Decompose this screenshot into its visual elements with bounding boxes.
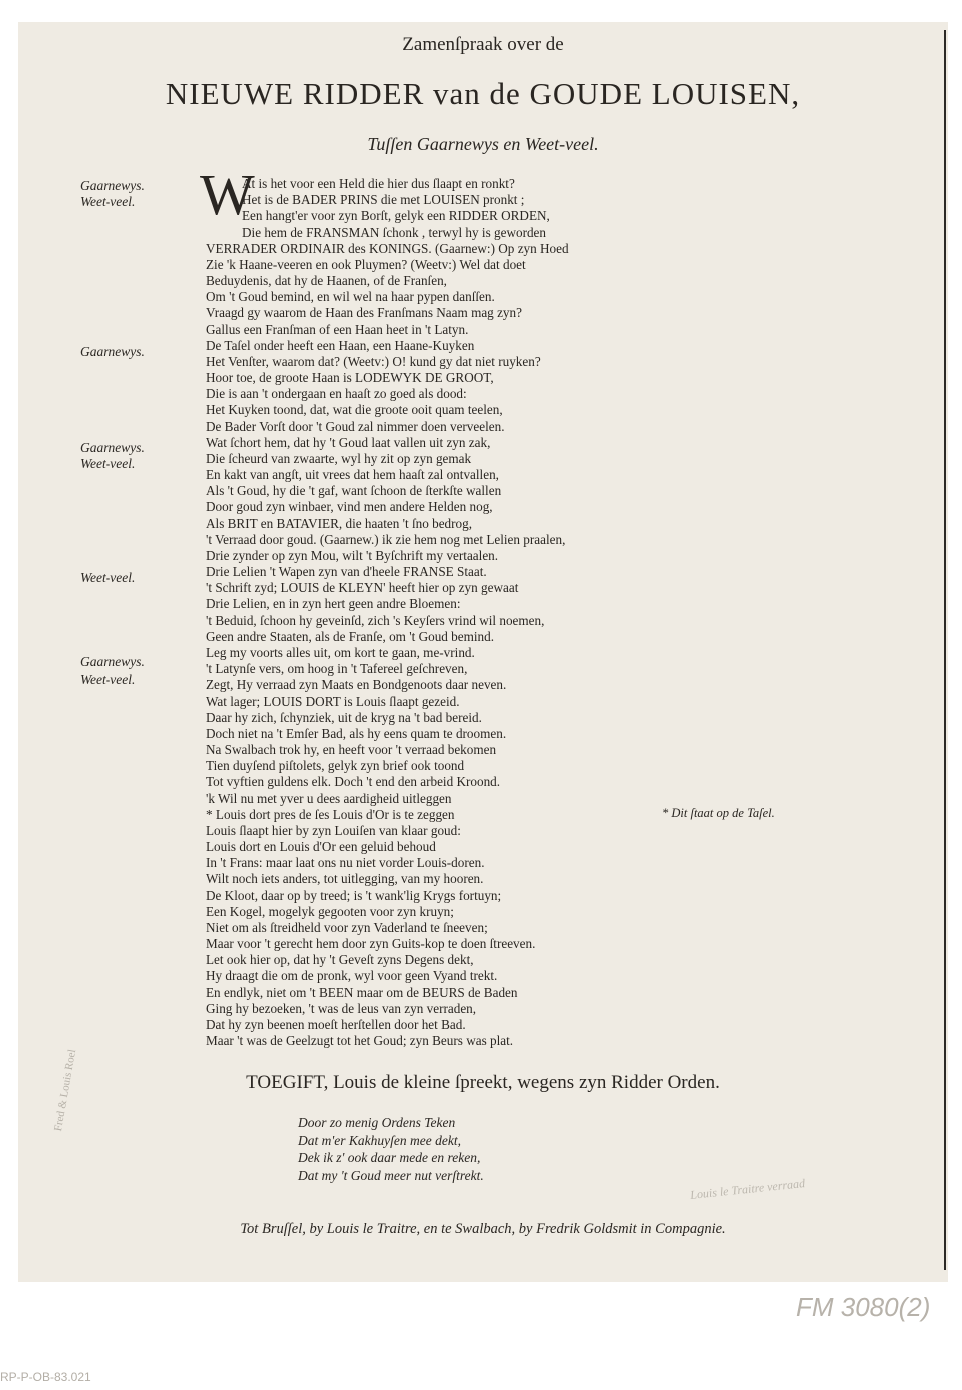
speaker-label: Gaarnewys.	[80, 654, 145, 669]
speaker-label: Gaarnewys.	[80, 344, 145, 359]
poem-line: Beduydenis, dat hy de Haanen, of de Franſen,	[206, 273, 447, 289]
poem-line: Na Swalbach trok hy, en heeft voor 't verraad bekomen	[206, 742, 497, 758]
poem-line: Een hangt'er voor zyn Borſt, gelyk een RIDDER ORDEN,	[242, 208, 550, 224]
inventory-number: FM 3080(2)	[796, 1292, 931, 1322]
poem-line: Maar voor 't gerecht hem door zyn Guits-kop te doen ſtreeven.	[206, 936, 536, 952]
poem-line: De Taſel onder heeft een Haan, een Haane-Kuyken	[206, 337, 475, 353]
poem-line: Die hem de FRANSMAN ſchonk , terwyl hy is geworden	[242, 224, 547, 240]
poem-line: Wat ſchort hem, dat hy 't Goud laat vallen uit zyn zak,	[206, 434, 491, 450]
pencil-note-left: Fred & Louis Roel	[52, 1048, 79, 1133]
poem-text	[206, 176, 826, 1049]
poem-line: Door goud zyn winbaer, vind men andere Helden nog,	[206, 499, 493, 515]
poem-line: At is het voor een Held die hier dus ſlaapt en ronkt?	[242, 176, 515, 191]
poem-line: Louis ſlaapt hier by zyn Louiſen van klaar goud:	[206, 822, 461, 838]
poem-line: Het Venſter, waarom dat? (Weetv:) O! kund gy dat niet ruyken?	[206, 353, 541, 369]
poem-line: Daar hy zich, ſchynziek, uit de kryg na 't bad bereid.	[206, 709, 482, 725]
poem-line: Het Kuyken toond, dat, wat die groote ooit quam teelen,	[206, 402, 503, 418]
poem-line: 't Verraad door goud. (Gaarnew.) ik zie hem nog met Lelien praalen,	[206, 531, 566, 547]
poem-line: Louis dort en Louis d'Or een geluid behoud	[206, 839, 436, 855]
poem-line: Wilt noch iets anders, tot uitlegging, van my hooren.	[206, 871, 484, 887]
poem-line: 't Beduid, ſchoon hy geveinſd, zich 's Keyſers vrind wil noemen,	[206, 612, 545, 628]
poem-line: Drie zynder op zyn Mou, wilt 't Byſchrift my vertaalen.	[206, 547, 499, 563]
poem-line: Die ſcheurd van zwaarte, wyl hy zit op zyn gemak	[206, 450, 472, 466]
poem-line: Tot vyftien guldens elk. Doch 't end den arbeid Kroond.	[206, 774, 501, 790]
header-line-1: Zamenſpraak over de	[402, 34, 564, 55]
poem-line: De Kloot, daar op by treed; is 't wank'lig Krygs fortuyn;	[206, 887, 502, 903]
speaker-label: Gaarnewys.	[80, 178, 145, 193]
poem-line: Vraagd gy waarom de Haan des Franſmans Naam mag zyn?	[206, 305, 522, 321]
poem-line: VERRADER ORDINAIR des KONINGS. (Gaarnew:) Op zyn Hoed	[206, 240, 569, 256]
poem-line: En endlyk, niet om 't BEEN maar om de BEURS de Baden	[206, 984, 518, 1000]
speaker-label: Weet-veel.	[80, 456, 136, 471]
poem-line: Wat lager; LOUIS DORT is Louis ſlaapt gezeid.	[206, 693, 460, 709]
poem-line: Hoor toe, de groote Haan is LODEWYK DE GROOT,	[206, 370, 494, 386]
poem-line: Niet om als ſtreidheld voor zyn Vaderland te ſneeven;	[206, 919, 488, 935]
pencil-note-right: Louis le Traitre verraad	[689, 1176, 806, 1202]
poem-line: Drie Lelien 't Wapen zyn van d'heele FRANSE Staat.	[206, 564, 487, 580]
poem-line: In 't Frans: maar laat ons nu niet vorder Louis-doren.	[206, 855, 485, 871]
poem-line: Een Kogel, mogelyk gegooten voor zyn kruyn;	[206, 903, 454, 919]
verse-line: Dat m'er Kakhuyſen mee dekt,	[298, 1132, 461, 1148]
poem-line: Tien duyſend piſtolets, gelyk zyn brief ook toond	[206, 758, 465, 774]
poem-line: Leg my voorts alles uit, om kort te gaan, me-vrind.	[206, 644, 475, 660]
accession-number: RP-P-OB-83.021	[0, 1370, 91, 1384]
poem-line: Dat hy zyn beenen moeſt herſtellen door het Bad.	[206, 1016, 466, 1032]
speaker-label: Weet-veel.	[80, 570, 136, 585]
page-title: NIEUWE RIDDER van de GOUDE LOUISEN,	[165, 76, 801, 111]
poem-line: Hy draagt die om de pronk, wyl voor geen Vyand trekt.	[206, 968, 498, 984]
poem-line: Geen andre Staaten, als de Franſe, om 't Goud bemind.	[206, 628, 495, 644]
poem-line: Let ook hier op, dat hy 't Geveſt zyns Degens dekt,	[206, 952, 474, 968]
poem-line: Om 't Goud bemind, en wil wel na haar pypen danſſen.	[206, 289, 495, 305]
poem-line: Drie Lelien, en in zyn hert geen andre Bloemen:	[206, 596, 461, 612]
verse-line: Dek ik z' ook daar mede en reken,	[298, 1150, 481, 1165]
supplement-heading: TOEGIFT, Louis de kleine ſpreekt, wegens zyn Ridder Orden.	[246, 1072, 720, 1093]
marginal-note: * Dit ſtaat op de Taſel.	[662, 806, 775, 820]
poem-line: Het is de BADER PRINS die met LOUISEN pronkt ;	[242, 192, 525, 208]
verse-line: Dat my 't Goud meer nut verſtrekt.	[298, 1167, 484, 1183]
poem-line: Ging hy bezoeken, 't was de leus van zyn verraden,	[206, 1000, 477, 1016]
drop-cap: W	[200, 162, 255, 227]
speaker-label: Weet-veel.	[80, 194, 136, 209]
poem-line: Doch niet na 't Emſer Bad, als hy eens quam te droomen.	[206, 725, 507, 741]
poem-line: Zie 'k Haane-veeren en ook Pluymen? (Weetv:) Wel dat doet	[206, 256, 526, 272]
poem-line: Als BRIT en BATAVIER, die haaten 't ſno bedrog,	[206, 515, 473, 531]
poem-line: * Louis dort pres de ſes Louis d'Or is te zeggen	[206, 806, 455, 822]
poem-line: Als 't Goud, hy die 't gaf, want ſchoon de ſterkſte wallen	[206, 483, 502, 499]
supplement-verse	[298, 1114, 484, 1184]
speaker-label: Weet-veel.	[80, 672, 136, 687]
imprint-line: Tot Bruſſel, by Louis le Traitre, en te Swalbach, by Fredrik Goldsmit in Compagnie.	[240, 1221, 726, 1237]
poem-line: 't Latynſe vers, om hoog in 't Tafereel geſchreven,	[206, 661, 468, 677]
poem-line: Die is aan 't ondergaan en haaſt zo goed als dood:	[206, 386, 467, 402]
poem-line: 't Schrift zyd; LOUIS de KLEYN' heeft hier op zyn gewaat	[206, 580, 519, 596]
poem-line: En kakt van angſt, uit vrees dat hem haaſt zal ontvallen,	[206, 467, 499, 483]
poem-line: Gallus een Franſman of een Haan heet in 't Latyn.	[206, 321, 469, 337]
verse-line: Door zo menig Ordens Teken	[298, 1115, 456, 1130]
poem-line: 'k Wil nu met yver u dees aardigheid uitleggen	[206, 790, 452, 806]
speaker-label: Gaarnewys.	[80, 440, 145, 455]
header-subtitle: Tuſſen Gaarnewys en Weet-veel.	[367, 134, 599, 154]
poem-line: De Bader Vorſt door 't Goud zal nimmer doen verveelen.	[206, 418, 505, 434]
poem-line: Zegt, Hy verraad zyn Maats en Bondgenoots daar neven.	[206, 677, 507, 693]
poem-line: Maar 't was de Geelzugt tot het Goud; zyn Beurs was plat.	[206, 1033, 514, 1049]
